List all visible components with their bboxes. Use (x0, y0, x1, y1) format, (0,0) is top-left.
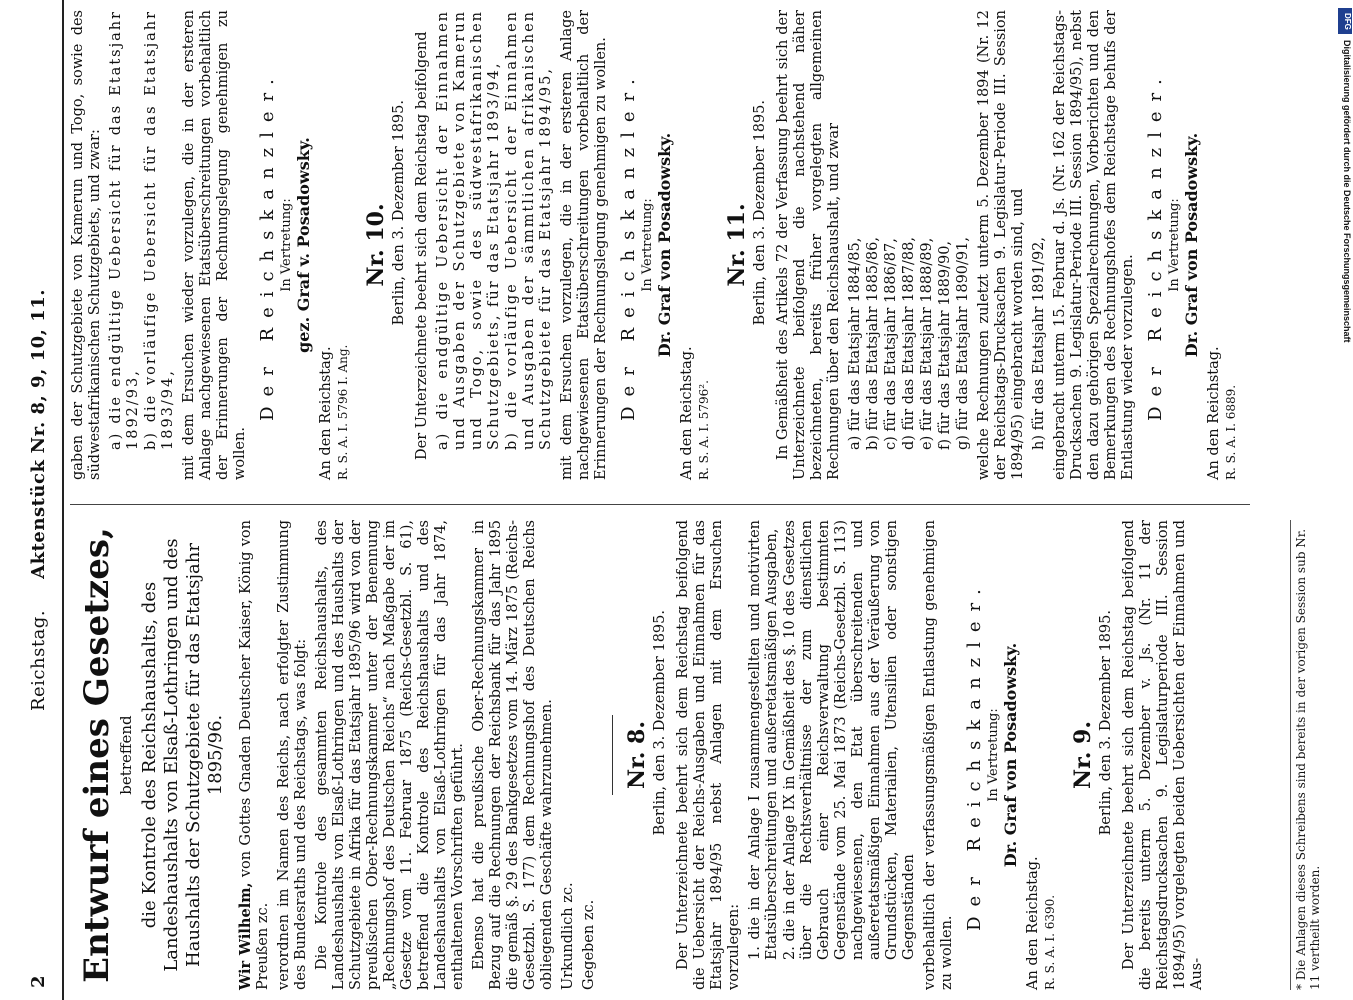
nr11-signer: Dr. Graf von Posadowsky. (1182, 132, 1201, 358)
nr9-continuation: gaben der Schutzgebiete von Kamerun und Togo, sowie des südwestafrikanischen Schutzgebiets, und zwar: (70, 10, 103, 480)
footnote: * Die Anlagen dieses Schreibens sind bereits in der vorigen Session sub Nr. 11 vertheilt worden. (1290, 520, 1322, 990)
section-divider (612, 715, 613, 795)
law-subject: die Kontrole des Reichshaushalts, des Landeshaushalts von Elsaß-Lothringen und des Haushalts der Schutzgebiete für das Etatsjahr 1895/96. (139, 538, 226, 972)
nr11-item: g) für das Etatsjahr 1890/91, (955, 237, 971, 450)
header-rule (62, 0, 64, 1000)
nr9-heading: Nr. 9. (1070, 721, 1096, 789)
nr10-signature: Der Reichskanzler. (618, 69, 639, 421)
nr9-address: An den Reichstag. (318, 346, 334, 480)
nr8-representation: In Vertretung: (986, 708, 1001, 802)
nr10-reference: R. S. A. I. 5796². (697, 380, 711, 480)
nr8-reference: R. S. A. I. 6390. (1043, 894, 1057, 990)
nr11-tail: eingebracht unterm 15. Februar d. Js. (Nr. 162 der Reichstags-Drucksachen 9. Legislatur-Periode III. Session 1894/95), nebst den dazu gehörigen Spezialrechnungen, Vorberichten und den Bemerkungen des Rechnungshofes dem Reichstage behufs der Entlastung wieder vorzulegen. (1052, 10, 1136, 480)
nr8-list (747, 520, 918, 960)
running-head-mid: Aktenstück (28, 459, 49, 579)
column-separator (70, 504, 1250, 505)
nr9-list (108, 10, 177, 450)
nr8-signer: Dr. Graf von Posadowsky. (1001, 642, 1020, 868)
nr11-mid: welche Rechnungen zuletzt unterm 5. Dezember 1894 (Nr. 12 der Reichstags-Drucksachen 9. Legislatur-Periode III. Session 1894/95) eingebracht worden sind, und (976, 10, 1026, 480)
nr10-list (435, 10, 555, 450)
nr10-date: Berlin, den 3. Dezember 1895. (391, 100, 407, 326)
running-head-left: Reichstag. (28, 609, 49, 712)
nr10-item-a: a) die endgültige Uebersicht der Einnahmen und Ausgaben der Schutzgebiete von Kamerun und Togo, sowie des südwestafrikanischen Schutzgebiets, für das Etatsjahr 1893/94, (435, 10, 502, 450)
nr9-tail: mit dem Ersuchen wieder vorzulegen, die in der ersteren Anlage nachgewiesenen Etatsüberschreitungen vorbehaltlich der Erinnerungen der Rechnungslegung genehmigen zu wollen. (181, 10, 248, 480)
gegeben: Gegeben zc. (581, 899, 597, 990)
intro-rest: von Gottes Gnaden Deutscher Kaiser, König von Preußen zc. (238, 519, 271, 990)
page-number: 2 (28, 975, 49, 988)
nr11-heading: Nr. 11. (724, 203, 750, 287)
law-betreffend: betreffend (117, 715, 135, 795)
nr11-item: f) für das Etatsjahr 1889/90, (937, 240, 953, 450)
intro-paragraph-2: verordnen im Namen des Reichs, nach erfolgter Zustimmung des Bundesraths und des Reichstags, was folgt: (276, 520, 309, 990)
left-column (70, 520, 1210, 990)
right-column (70, 10, 1240, 480)
nr11-signature: Der Reichskanzler. (1145, 69, 1166, 421)
nr11-body: In Gemäßheit des Artikels 72 der Verfassung beehrt sich der Unterzeichnete beifolgend die nachstehend näher bezeichneten, bereits früher vorgelegten allgemeinen Rechnungen über den Reichshaushalt, und zwar (775, 10, 842, 480)
intro-paragraph (237, 520, 272, 990)
nr8-body: Der Unterzeichnete beehrt sich dem Reichstag beifolgend die Uebersicht der Reichs-Ausgaben und Einnahmen für das Etatsjahr 1894/95 nebst Anlagen mit dem Ersuchen vorzulegen: (675, 520, 742, 990)
nr11-date: Berlin, den 3. Dezember 1895. (752, 100, 768, 326)
nr9-signature: Der Reichskanzler. (257, 69, 278, 421)
dfg-logo: DFG (1338, 8, 1352, 34)
nr11-item: c) für das Etatsjahr 1886/87, (883, 238, 899, 450)
nr8-item-1: 1. die in der Anlage I zusammengestellten und motivirten Etatsüberschreitungen und außeretatsmäßigen Ausgaben, (747, 520, 780, 960)
urkundlich: Urkundlich zc. (560, 882, 576, 990)
nr11-item: a) für das Etatsjahr 1884/85, (847, 237, 863, 450)
nr10-signer: Dr. Graf von Posadowsky. (655, 132, 674, 358)
nr11-item: e) für das Etatsjahr 1888/89, (919, 237, 935, 450)
intro-bold: Wir Wilhelm, (237, 882, 254, 990)
nr9-date: Berlin, den 3. Dezember 1895. (1098, 610, 1114, 836)
nr11-item-h: h) für das Etatsjahr 1891/92, (1031, 236, 1047, 450)
nr8-address: An den Reichstag. (1025, 856, 1041, 990)
nr8-tail: vorbehaltlich der verfassungsmäßigen Entlastung genehmigen zu wollen. (922, 520, 955, 990)
nr8-heading: Nr. 8. (624, 721, 650, 789)
nr9-reference: R. S. A. I. 5796 I. Ang. (336, 344, 350, 480)
nr10-tail: mit dem Ersuchen vorzulegen, die in der ersteren Anlage nachgewiesenen Etatsüberschreitungen vorbehaltlich der Erinnerungen der Rechnungslegung genehmigen zu wollen. (559, 10, 609, 480)
nr10-representation: In Vertretung: (640, 198, 655, 292)
nr11-item: b) für das Etatsjahr 1885/86, (865, 237, 881, 450)
nr10-item-b: b) die vorläufige Uebersicht der Einnahmen und Ausgaben der sämmtlichen afrikanischen Schutzgebiete für das Etatsjahr 1894/95, (504, 10, 554, 450)
law-paragraph-2: Ebenso hat die preußische Ober-Rechnungskammer in Bezug auf die Rechnungen der Reichsbank für das Jahr 1895 die gemäß §. 29 des Bankgesetzes vom 14. März 1875 (Reichs-Gesetzbl. S. 177) dem Rechnungshof des Deutschen Reichs obliegenden Geschäfte wahrzunehmen. (471, 520, 555, 990)
nr9-item-a: a) die endgültige Uebersicht für das Etatsjahr 1892/93, (108, 10, 141, 450)
nr9-item-b: b) die vorläufige Uebersicht für das Etatsjahr 1893/94, (143, 10, 176, 450)
page-header (0, 0, 60, 1000)
nr9-signer: gez. Graf v. Posadowsky. (294, 137, 313, 353)
nr11-list-2 (1031, 10, 1048, 450)
nr9-representation: In Vertretung: (279, 198, 294, 292)
law-title: Entwurf eines Gesetzes, (77, 527, 117, 983)
law-paragraph-1: Die Kontrole des gesammten Reichshaushalts, des Landeshaushalts von Elsaß-Lothringen und des Haushalts der Schutzgebiete in Afrika für das Etatsjahr 1895/96 wird von der preußischen Ober-Rechnungskammer unter der Benennung „Rechnungshof des Deutschen Reichs“ nach Maßgabe der im Gesetze vom 11. Februar 1875 (Reichs-Gesetzbl. S. 61), betreffend die Kontrole des Reichshaushalts und des Landeshaushalts von Elsaß-Lothringen für das Jahr 1874, enthaltenen Vorschriften geführt. (314, 520, 466, 990)
nr11-item: d) für das Etatsjahr 1887/88, (901, 237, 917, 450)
nr11-representation: In Vertretung: (1167, 198, 1182, 292)
nr11-address: An den Reichstag. (1206, 346, 1222, 480)
nr11-list (847, 10, 972, 450)
dfg-sidebar (1338, 0, 1352, 1000)
nr10-body: Der Unterzeichnete beehrt sich dem Reichstag beifolgend (414, 31, 430, 460)
nr10-address: An den Reichstag. (679, 346, 695, 480)
nr9-body: Der Unterzeichnete beehrt sich dem Reichstag beifolgend die bereits unterm 5. Dezember v. Js. (Nr. 11 der Reichstagsdrucksachen 9. Legislaturperiode III. Session 1894/95) vorgelegten beiden Uebersichten der Einnahmen und Aus- (1121, 520, 1205, 990)
nr8-date: Berlin, den 3. Dezember 1895. (652, 610, 668, 836)
nr10-heading: Nr. 10. (363, 203, 389, 287)
nr11-reference: R. S. A. I. 6889. (1224, 384, 1238, 480)
dfg-credit-text: Digitalisierung gefördert durch die Deutsche Forschungsgemeinschaft (1342, 40, 1352, 343)
running-head-numbers: Nr. 8, 9, 10, 11. (28, 288, 49, 454)
running-head (28, 0, 49, 1000)
nr8-item-2: 2. die in der Anlage IX in Gemäßheit des §. 10 des Gesetzes über die Rechtsverhältnisse der zum dienstlichen Gebrauch einer Reichsverwaltung bestimmten Gegenstände vom 25. Mai 1873 (Reichs-Gesetzbl. S. 113) nachgewiesenen, den Etat überschreitenden und außeretatsmäßigen Einnahmen aus der Veräußerung von Grundstücken, Materialien, Utensilien oder sonstigen Gegenständen (782, 520, 917, 960)
nr8-signature: Der Reichskanzler. (964, 579, 985, 931)
